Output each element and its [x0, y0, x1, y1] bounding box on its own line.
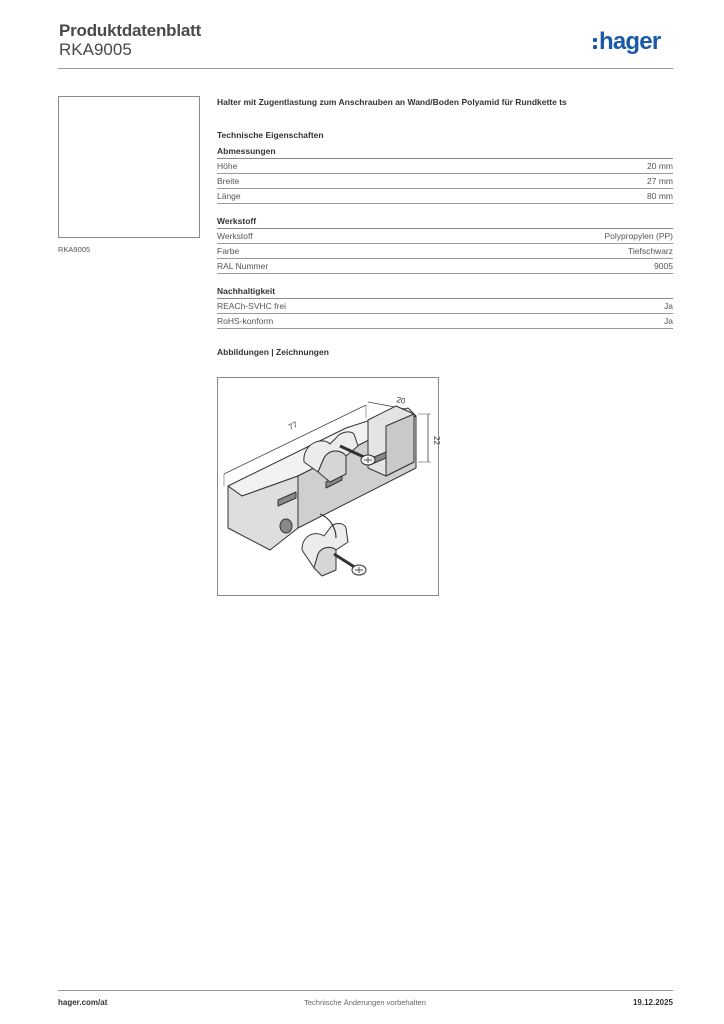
product-image-caption: RKA9005	[58, 245, 91, 254]
property-row	[217, 314, 673, 329]
dimension-length: 77	[287, 419, 299, 432]
property-label: RoHS-konform	[217, 316, 274, 326]
property-label: Farbe	[217, 246, 240, 256]
product-image	[58, 96, 200, 238]
header-divider	[58, 68, 673, 69]
property-row	[217, 259, 673, 274]
logo-dots-icon	[593, 38, 597, 49]
property-value: 9005	[654, 261, 673, 271]
product-description: Halter mit Zugentlastung zum Anschrauben an Wand/Boden Polyamid für Rundkette ts	[217, 97, 567, 107]
property-value: Ja	[664, 301, 673, 311]
property-row	[217, 229, 673, 244]
property-value: Ja	[664, 316, 673, 326]
footer-date: 19.12.2025	[632, 998, 673, 1007]
group-sustainability	[217, 286, 673, 329]
property-label: Höhe	[217, 161, 238, 171]
logo-text: hager	[599, 28, 661, 55]
property-row	[217, 189, 673, 204]
drawings-title: Abbildungen | Zeichnungen	[217, 347, 329, 357]
document-title: Produktdatenblatt	[59, 21, 202, 40]
property-row	[217, 244, 673, 259]
property-value: 20 mm	[647, 161, 673, 171]
property-row	[217, 159, 673, 174]
article-number: RKA9005	[59, 40, 132, 59]
group-title: Nachhaltigkeit	[217, 286, 673, 299]
footer-website-link[interactable]: hager.com/at	[58, 998, 108, 1007]
property-label: Werkstoff	[217, 231, 253, 241]
dimension-width: 20	[395, 395, 407, 406]
property-value: Polypropylen (PP)	[604, 231, 673, 241]
group-title: Werkstoff	[217, 216, 673, 229]
property-value: 27 mm	[647, 176, 673, 186]
property-label: Breite	[217, 176, 240, 186]
hager-logo[interactable]	[593, 28, 660, 56]
technical-drawing	[217, 377, 439, 596]
group-dimensions	[217, 146, 673, 204]
property-row	[217, 299, 673, 314]
property-value: Tiefschwarz	[627, 246, 673, 256]
dimension-height: 22	[432, 436, 441, 445]
group-title: Abmessungen	[217, 146, 673, 159]
property-label: Länge	[217, 191, 241, 201]
group-material	[217, 216, 673, 274]
properties-column	[217, 96, 673, 357]
footer-notice: Technische Änderungen vorbehalten	[304, 998, 426, 1007]
footer-divider	[58, 990, 673, 991]
property-label: REACh-SVHC frei	[217, 301, 286, 311]
property-value: 80 mm	[647, 191, 673, 201]
property-row	[217, 174, 673, 189]
technical-properties-title: Technische Eigenschaften	[217, 130, 324, 140]
property-label: RAL Nummer	[217, 261, 269, 271]
